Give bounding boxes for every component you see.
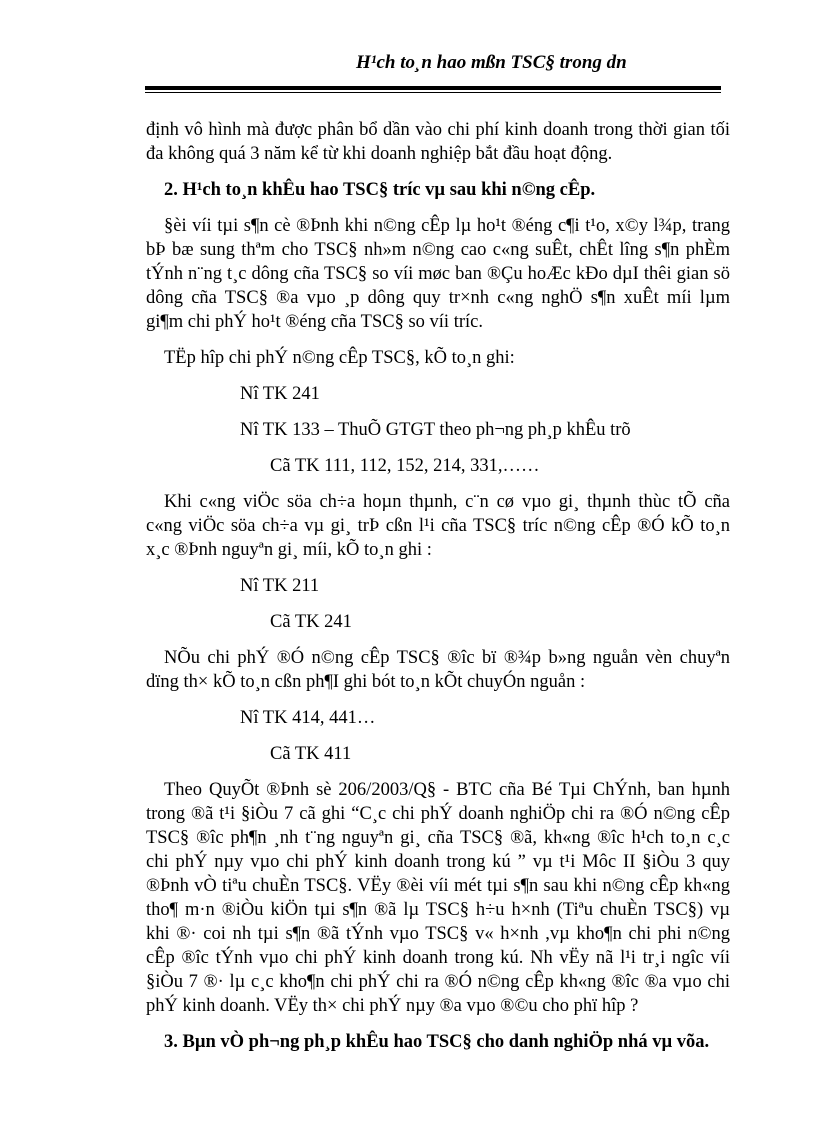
header-title: H¹ch to¸n hao mßn TSC§ trong dn <box>356 52 627 73</box>
text-line: c«ng viÖc söa ch÷a vµ gi¸ trÞ cßn l¹i cña TSC§ tríc n©ng cÊp ®Ó kÕ to¸n <box>146 516 730 536</box>
text-line: Khi c«ng viÖc söa ch÷a hoµn thµnh, c¨n cø vµo gi¸ thµnh thùc tÕ cña <box>164 492 730 512</box>
accounting-entry: Nî TK 133 – ThuÕ GTGT theo ph¬ng ph¸p khÊu trõ <box>240 420 631 440</box>
text-line: ®Þnh vÒ tiªu chuÈn TSC§. VËy ®èi víi mét tµi s¶n sau khi n©ng cÊp kh«ng <box>146 876 730 896</box>
text-line: TËp hîp chi phÝ n©ng cÊp TSC§, kÕ to¸n ghi: <box>164 348 515 368</box>
text-line: TSC§ ®îc ph¶n ¸nh t¨ng nguyªn gi¸ cña TSC§ ®ã, kh«ng ®îc h¹ch to¸n c¸c <box>146 828 730 848</box>
text-line: NÕu chi phÝ ®Ó n©ng cÊp TSC§ ®îc bï ®¾p b»ng nguån vèn chuyªn <box>164 648 730 668</box>
text-line: chi phÝ nµy vµo chi phÝ kinh doanh trong kú ” vµ t¹i Môc II §iÒu 3 quy <box>146 852 730 872</box>
accounting-entry: Nî TK 241 <box>240 384 320 404</box>
text-line: tÝnh n¨ng t¸c dông cña TSC§ so víi møc ban ®Çu hoÆc kÐo dµI thêi gian sö <box>146 264 730 284</box>
accounting-entry: Cã TK 111, 112, 152, 214, 331,…… <box>270 456 540 476</box>
header-rule-thick <box>145 86 721 90</box>
text-line: tho¶ m·n ®iÒu kiÖn tµi s¶n ®ã lµ TSC§ h÷u h×nh (Tiªu chuÈn TSC§) vµ <box>146 900 730 920</box>
text-line: §èi víi tµi s¶n cè ®Þnh khi n©ng cÊp lµ ho¹t ®éng c¶i t¹o, x©y l¾p, trang <box>164 216 730 236</box>
text-line: dïng th× kÕ to¸n cßn ph¶I ghi bót to¸n kÕt chuyÓn nguån : <box>146 672 586 692</box>
accounting-entry: Cã TK 241 <box>270 612 352 632</box>
text-line: bÞ bæ sung thªm cho TSC§ nh»m n©ng cao c«ng suÊt, chÊt lîng s¶n phÈm <box>146 240 730 260</box>
text-line: phÝ kinh doanh. VËy th× chi phÝ nµy ®a vµo ®©u cho phï hîp ? <box>146 996 639 1016</box>
text-line: khi ®· coi nh tµi s¶n ®ã tÝnh vµo TSC§ v« h×nh ,vµ kho¶n chi phi n©ng <box>146 924 730 944</box>
text-line: Theo QuyÕt ®Þnh sè 206/2003/Q§ - BTC cña Bé Tµi ChÝnh, ban hµnh <box>164 780 730 800</box>
text-line: x¸c ®Þnh nguyªn gi¸ míi, kÕ to¸n ghi : <box>146 540 432 560</box>
accounting-entry: Nî TK 414, 441… <box>240 708 376 728</box>
text-line: trong ®ã t¹i §iÒu 7 cã ghi “C¸c chi phÝ doanh nghiÖp chi ra ®Ó n©ng cÊp <box>146 804 730 824</box>
section-heading-2: 2. H¹ch to¸n khÊu hao TSC§ tríc vµ sau khi n©ng cÊp. <box>164 180 596 200</box>
text-line: định vô hình mà được phân bổ dần vào chi phí kinh doanh trong thời gian tối <box>146 120 730 140</box>
section-heading-3: 3. Bµn vÒ ph¬ng ph¸p khÊu hao TSC§ cho danh nghiÖp nhá vµ võa. <box>164 1032 710 1052</box>
text-line: dông cña TSC§ ®a vµo ¸p dông quy tr×nh c«ng nghÖ s¶n xuÊt míi lµm <box>146 288 730 308</box>
header-rule-thin <box>145 92 721 93</box>
text-line: gi¶m chi phÝ ho¹t ®éng cña TSC§ so víi tríc. <box>146 312 483 332</box>
accounting-entry: Nî TK 211 <box>240 576 320 596</box>
accounting-entry: Cã TK 411 <box>270 744 352 764</box>
page-content <box>146 118 730 1054</box>
text-line: cÊp ®îc tÝnh vµo chi phÝ kinh doanh trong kú. Nh vËy nã l¹i tr¸i ngîc víi <box>146 948 730 968</box>
text-line: đa không quá 3 năm kể từ khi doanh nghiệp bắt đầu hoạt động. <box>146 144 613 164</box>
text-line: §iÒu 7 ®· lµ c¸c kho¶n chi phÝ chi ra ®Ó n©ng cÊp kh«ng ®îc ®a vµo chi <box>146 972 730 992</box>
